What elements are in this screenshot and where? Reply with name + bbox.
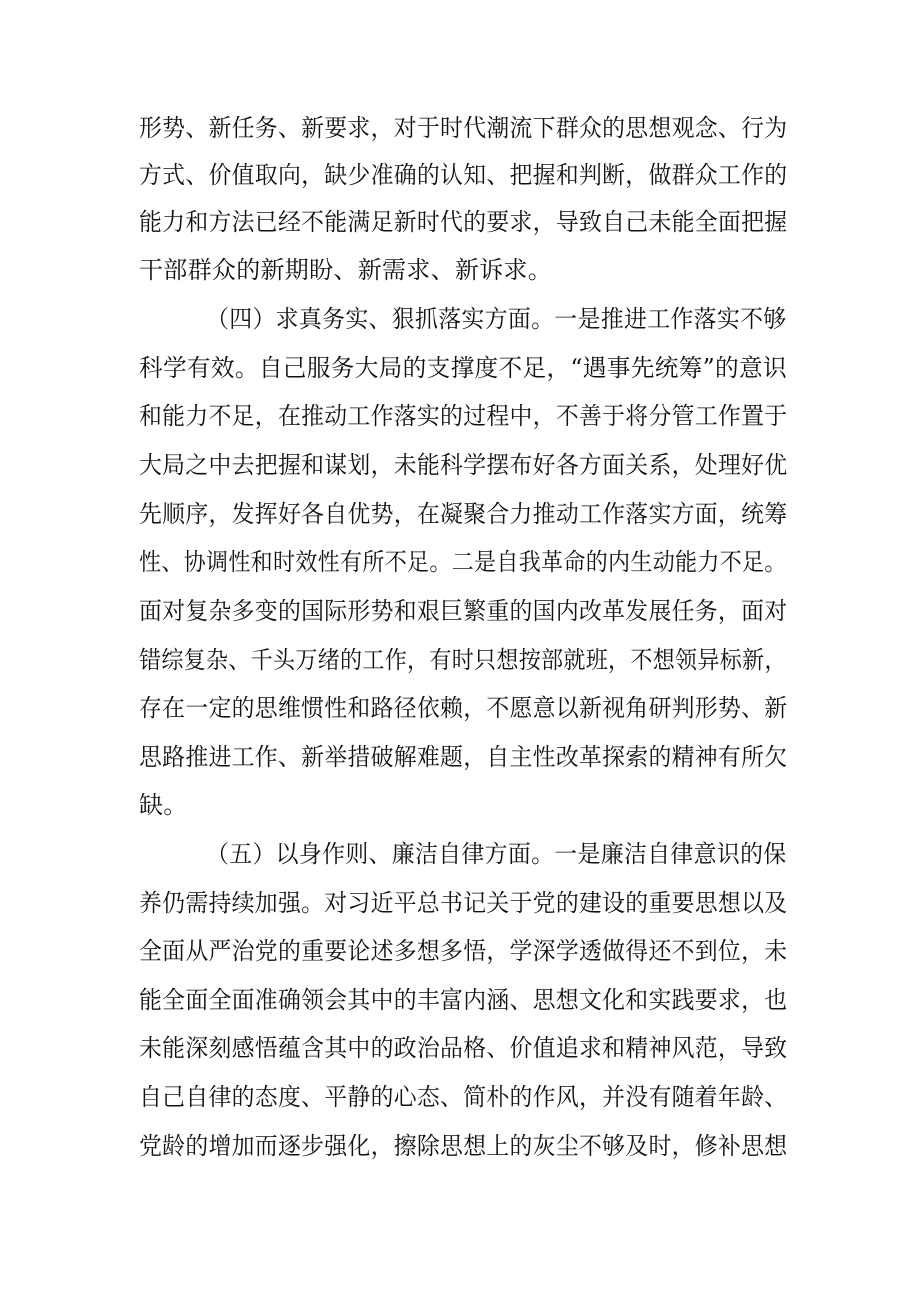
text-line: 科学有效。自己服务大局的支撑度不足，“遇事先统筹”的意识 xyxy=(139,354,787,382)
text-line: 和能力不足，在推动工作落实的过程中，不善于将分管工作置于 xyxy=(139,402,788,430)
text-line: 错综复杂、千头万绪的工作，有时只想按部就班，不想领异标新， xyxy=(139,646,787,674)
text-line: 党龄的增加而逐步强化，擦除思想上的灰尘不够及时，修补思想 xyxy=(139,1132,788,1160)
text-line: 干部群众的新期盼、新需求、新诉求。 xyxy=(139,256,553,284)
text-line: 全面从严治党的重要论述多想多悟，学深学透做得还不到位，未 xyxy=(139,937,788,965)
text-line: 形势、新任务、新要求，对于时代潮流下群众的思想观念、行为 xyxy=(139,114,788,142)
text-line: 性、协调性和时效性有所不足。二是自我革命的内生动能力不足。 xyxy=(139,548,787,576)
paragraph-5-first-line: （五）以身作则、廉洁自律方面。一是廉洁自律意识的保 xyxy=(206,840,787,868)
text-line: 缺。 xyxy=(139,791,188,819)
text-line: 自己自律的态度、平静的心态、简朴的作风，并没有随着年龄、 xyxy=(139,1083,788,1111)
paragraph-4-first-line: （四）求真务实、狠抓落实方面。一是推进工作落实不够 xyxy=(206,305,787,333)
text-line: 大局之中去把握和谋划，未能科学摆布好各方面关系，处理好优 xyxy=(139,451,788,479)
text-line: 存在一定的思维惯性和路径依赖，不愿意以新视角研判形势、新 xyxy=(139,694,788,722)
text-line: 思路推进工作、新举措破解难题，自主性改革探索的精神有所欠 xyxy=(139,743,788,771)
text-line: 方式、价值取向，缺少准确的认知、把握和判断，做群众工作的 xyxy=(139,161,788,189)
text-line: 能力和方法已经不能满足新时代的要求，导致自己未能全面把握 xyxy=(139,208,788,236)
text-line: 面对复杂多变的国际形势和艰巨繁重的国内改革发展任务，面对 xyxy=(139,597,788,625)
text-line: 能全面全面准确领会其中的丰富内涵、思想文化和实践要求，也 xyxy=(139,986,788,1014)
text-line: 养仍需持续加强。对习近平总书记关于党的建设的重要思想以及 xyxy=(139,889,788,917)
text-line: 先顺序，发挥好各自优势，在凝聚合力推动工作落实方面，统筹 xyxy=(139,500,788,528)
text-line: 未能深刻感悟蕴含其中的政治品格、价值追求和精神风范，导致 xyxy=(139,1034,788,1062)
